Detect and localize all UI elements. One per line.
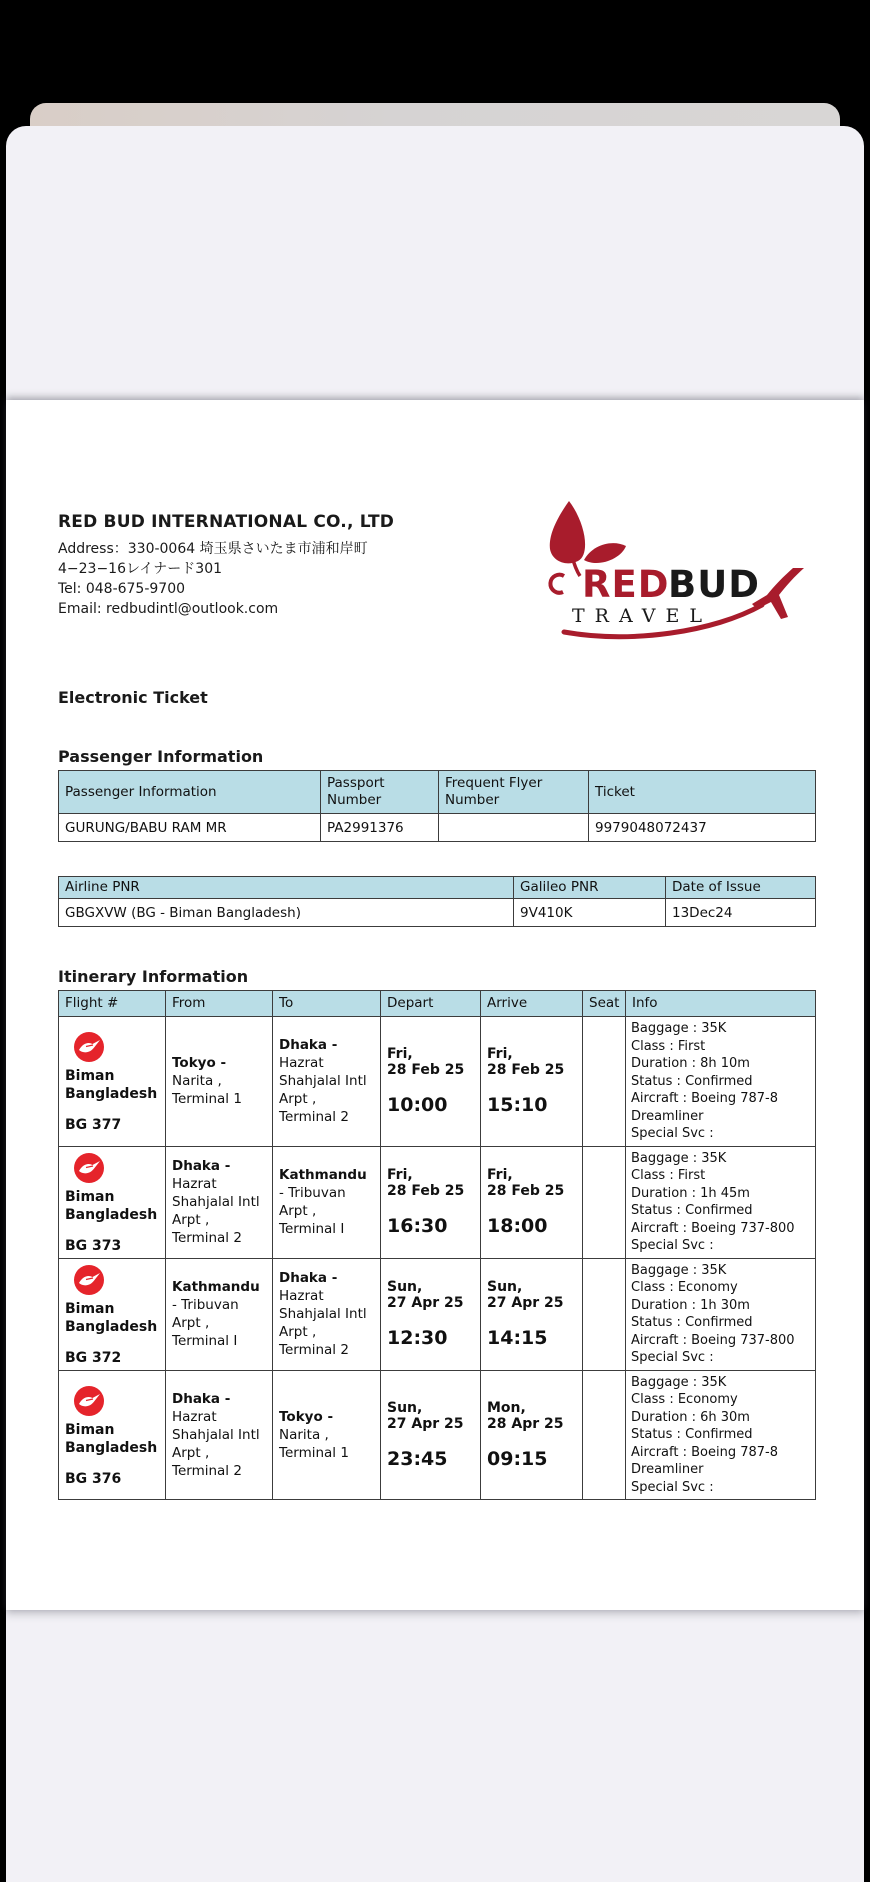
info-aircraft: Aircraft : Boeing 737-800	[631, 1332, 795, 1348]
depart-time: 12:30	[387, 1327, 448, 1349]
to-city: Kathmandu	[279, 1167, 367, 1183]
depart-cell	[381, 1017, 481, 1147]
document-viewer-sheet	[6, 126, 864, 1882]
from-detail: - Tribuvan Arpt , Terminal I	[172, 1297, 239, 1349]
arrive-date: 27 Apr 25	[487, 1295, 564, 1311]
info-baggage: Baggage : 35K	[631, 1374, 727, 1390]
arrive-time: 18:00	[487, 1215, 548, 1237]
galileo-pnr-value: 9V410K	[514, 899, 666, 927]
logo-word-travel: TRAVEL	[572, 605, 712, 627]
biman-bangladesh-logo-icon	[73, 1385, 105, 1417]
itinerary-flight-row	[59, 1017, 816, 1147]
from-cell	[166, 1017, 273, 1147]
depart-date: 28 Feb 25	[387, 1062, 465, 1079]
arrive-cell	[481, 1370, 583, 1500]
logo-word-red: RED	[582, 563, 670, 606]
info-class: Class : Economy	[631, 1392, 738, 1407]
info-special-svc: Special Svc :	[631, 1126, 714, 1141]
document-title: Electronic Ticket	[58, 688, 208, 707]
info-baggage: Baggage : 35K	[631, 1262, 727, 1278]
depart-cell	[381, 1258, 481, 1370]
passenger-name: GURUNG/BABU RAM MR	[59, 814, 321, 842]
arrive-date: 28 Feb 25	[487, 1062, 565, 1079]
airline-name: Biman Bangladesh	[65, 1189, 158, 1223]
pnr-row	[59, 899, 816, 927]
passenger-table-header-row	[59, 771, 816, 814]
info-status: Status : Confirmed	[631, 1073, 753, 1089]
info-class: Class : First	[631, 1168, 706, 1183]
depart-date: 27 Apr 25	[387, 1295, 464, 1311]
arrive-date: 28 Apr 25	[487, 1415, 564, 1432]
depart-time: 23:45	[387, 1447, 448, 1470]
to-city: Dhaka -	[279, 1270, 338, 1286]
info-status: Status : Confirmed	[631, 1315, 753, 1330]
col-passenger-information: Passenger Information	[59, 771, 321, 814]
info-class: Class : First	[631, 1038, 706, 1054]
company-address-line2: 4−23−16レイナード301	[58, 561, 223, 577]
depart-day: Sun,	[387, 1399, 423, 1416]
col-flight: Flight #	[59, 991, 166, 1017]
info-class: Class : Economy	[631, 1280, 738, 1295]
col-galileo-pnr: Galileo PNR	[514, 877, 666, 899]
info-baggage: Baggage : 35K	[631, 1150, 727, 1166]
arrive-time: 14:15	[487, 1327, 548, 1349]
info-duration: Duration : 8h 10m	[631, 1056, 750, 1071]
depart-day: Fri,	[387, 1046, 413, 1063]
info-baggage: Baggage : 35K	[631, 1021, 727, 1036]
to-detail: Narita , Terminal 1	[279, 1426, 349, 1461]
from-detail: Narita , Terminal 1	[172, 1073, 242, 1108]
info-duration: Duration : 1h 30m	[631, 1297, 750, 1313]
to-detail: Hazrat Shahjalal Intl Arpt , Terminal 2	[279, 1055, 367, 1126]
depart-cell	[381, 1370, 481, 1500]
col-date-of-issue: Date of Issue	[666, 877, 816, 899]
company-header	[58, 512, 818, 644]
info-duration: Duration : 1h 45m	[631, 1185, 750, 1201]
airline-pnr-value: GBGXVW (BG - Biman Bangladesh)	[59, 899, 514, 927]
seat-cell	[583, 1146, 626, 1258]
arrive-time: 15:10	[487, 1094, 548, 1117]
biman-bangladesh-logo-icon	[73, 1031, 105, 1063]
seat-cell	[583, 1017, 626, 1147]
col-info: Info	[626, 991, 816, 1017]
company-info	[58, 512, 536, 619]
col-from: From	[166, 991, 273, 1017]
to-city: Dhaka -	[279, 1037, 338, 1054]
info-status: Status : Confirmed	[631, 1427, 753, 1442]
itinerary-flight-row	[59, 1146, 816, 1258]
itinerary-table-header-row	[59, 991, 816, 1017]
from-city: Tokyo -	[172, 1055, 227, 1072]
document-page[interactable]	[6, 400, 864, 1610]
from-city: Dhaka -	[172, 1390, 231, 1407]
to-cell	[273, 1370, 381, 1500]
from-cell	[166, 1258, 273, 1370]
passenger-row	[59, 814, 816, 842]
arrive-cell	[481, 1017, 583, 1147]
arrive-day: Fri,	[487, 1046, 513, 1063]
info-aircraft: Aircraft : Boeing 787-8 Dreamliner	[631, 1444, 778, 1477]
company-name: RED BUD INTERNATIONAL CO., LTD	[58, 512, 395, 532]
to-city: Tokyo -	[279, 1408, 334, 1425]
depart-day: Sun,	[387, 1279, 423, 1295]
col-ticket: Ticket	[589, 771, 816, 814]
redbud-travel-logo-icon	[536, 496, 818, 644]
arrive-time: 09:15	[487, 1447, 548, 1470]
info-special-svc: Special Svc :	[631, 1350, 714, 1365]
from-cell	[166, 1146, 273, 1258]
to-detail: Hazrat Shahjalal Intl Arpt , Terminal 2	[279, 1288, 367, 1358]
airline-name: Biman Bangladesh	[65, 1301, 158, 1335]
passenger-ticket-number: 9979048072437	[589, 814, 816, 842]
depart-cell	[381, 1146, 481, 1258]
depart-day: Fri,	[387, 1167, 413, 1183]
arrive-day: Mon,	[487, 1399, 526, 1416]
depart-time: 16:30	[387, 1215, 448, 1237]
to-cell	[273, 1017, 381, 1147]
itinerary-table	[58, 990, 816, 1500]
logo-word-bud: BUD	[668, 563, 760, 606]
pnr-table	[58, 876, 816, 927]
to-detail: - Tribuvan Arpt , Terminal I	[279, 1185, 346, 1237]
from-city: Kathmandu	[172, 1279, 260, 1295]
passenger-frequent-flyer	[439, 814, 589, 842]
col-airline-pnr: Airline PNR	[59, 877, 514, 899]
arrive-cell	[481, 1146, 583, 1258]
info-aircraft: Aircraft : Boeing 737-800	[631, 1220, 795, 1236]
depart-time: 10:00	[387, 1094, 448, 1117]
flight-cell	[59, 1017, 166, 1147]
col-passport-number: Passport Number	[321, 771, 439, 814]
document-content	[6, 400, 864, 1500]
info-cell	[626, 1258, 816, 1370]
info-special-svc: Special Svc :	[631, 1238, 714, 1253]
date-of-issue-value: 13Dec24	[666, 899, 816, 927]
pnr-table-header-row	[59, 877, 816, 899]
biman-bangladesh-logo-icon	[73, 1152, 105, 1184]
airline-name: Biman Bangladesh	[65, 1421, 158, 1456]
flight-cell	[59, 1370, 166, 1500]
biman-bangladesh-logo-icon	[73, 1264, 105, 1296]
from-cell	[166, 1370, 273, 1500]
flight-number: BG 373	[65, 1238, 122, 1254]
info-cell	[626, 1017, 816, 1147]
flight-cell	[59, 1146, 166, 1258]
airline-name: Biman Bangladesh	[65, 1068, 158, 1103]
from-detail: Hazrat Shahjalal Intl Arpt , Terminal 2	[172, 1176, 260, 1246]
flight-cell	[59, 1258, 166, 1370]
info-status: Status : Confirmed	[631, 1203, 753, 1218]
col-depart: Depart	[381, 991, 481, 1017]
col-frequent-flyer-number: Frequent Flyer Number	[439, 771, 589, 814]
itinerary-flight-row	[59, 1370, 816, 1500]
seat-cell	[583, 1258, 626, 1370]
passenger-passport: PA2991376	[321, 814, 439, 842]
itinerary-section-heading: Itinerary Information	[58, 967, 249, 986]
arrive-day: Sun,	[487, 1279, 523, 1295]
passenger-section-heading: Passenger Information	[58, 747, 264, 766]
info-cell	[626, 1370, 816, 1500]
itinerary-flight-row	[59, 1258, 816, 1370]
flight-number: BG 377	[65, 1117, 122, 1134]
flight-number: BG 376	[65, 1470, 122, 1487]
company-tel: Tel: 048-675-9700	[58, 581, 186, 597]
info-duration: Duration : 6h 30m	[631, 1409, 750, 1425]
from-city: Dhaka -	[172, 1158, 231, 1174]
col-to: To	[273, 991, 381, 1017]
passenger-table	[58, 770, 816, 842]
info-cell	[626, 1146, 816, 1258]
arrive-cell	[481, 1258, 583, 1370]
company-email: Email: redbudintl@outlook.com	[58, 601, 279, 617]
from-detail: Hazrat Shahjalal Intl Arpt , Terminal 2	[172, 1408, 260, 1479]
depart-date: 27 Apr 25	[387, 1415, 464, 1432]
depart-date: 28 Feb 25	[387, 1183, 465, 1199]
to-cell	[273, 1146, 381, 1258]
info-special-svc: Special Svc :	[631, 1479, 714, 1495]
flight-number: BG 372	[65, 1350, 122, 1366]
arrive-date: 28 Feb 25	[487, 1183, 565, 1199]
info-aircraft: Aircraft : Boeing 787-8 Dreamliner	[631, 1091, 778, 1124]
to-cell	[273, 1258, 381, 1370]
col-arrive: Arrive	[481, 991, 583, 1017]
arrive-day: Fri,	[487, 1167, 513, 1183]
col-seat: Seat	[583, 991, 626, 1017]
company-address-line1: Address：330-0064 埼玉県さいたま市浦和岸町	[58, 541, 368, 557]
seat-cell	[583, 1370, 626, 1500]
